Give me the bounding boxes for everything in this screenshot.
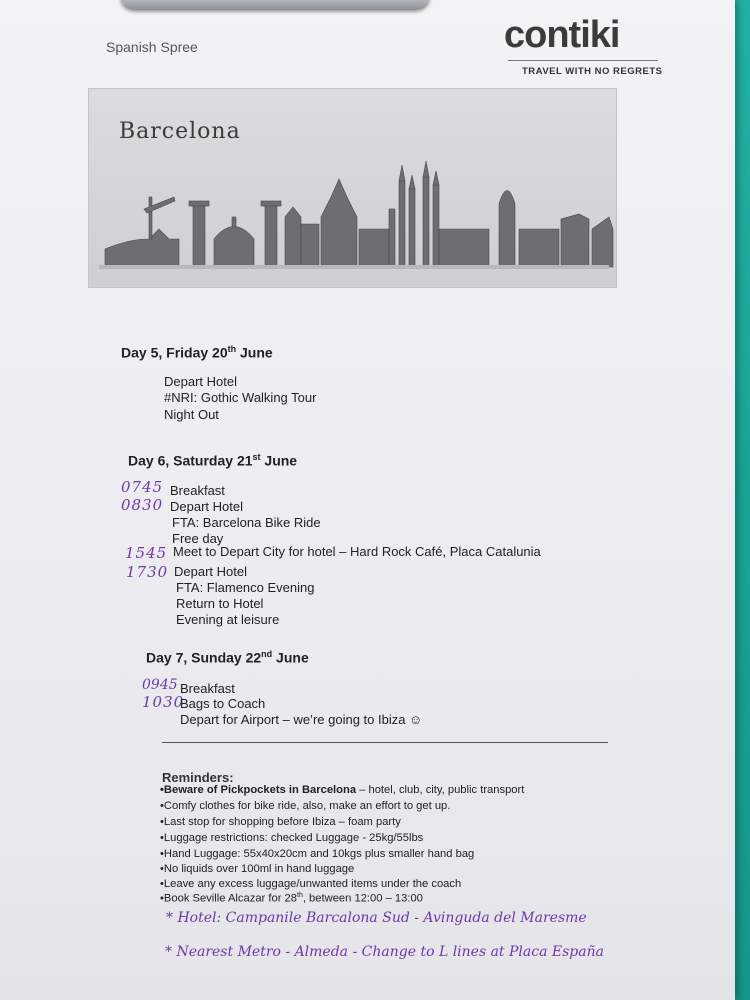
handwritten-time: 1545 [125, 544, 168, 562]
day5-item: Night Out [164, 407, 219, 422]
logo-divider [508, 60, 658, 61]
day7-title: Day 7, Sunday 22 [146, 649, 262, 666]
day6-heading [128, 452, 297, 469]
day6-item: Free day [172, 531, 224, 546]
day6-item: Depart Hotel [170, 499, 243, 514]
day5-title-sup: th [227, 344, 237, 354]
day6-month: June [260, 452, 298, 469]
handwritten-time: 0830 [121, 496, 164, 514]
day6-title-sup: st [252, 452, 261, 462]
reminder-item [160, 784, 524, 796]
day6-item: Depart Hotel [174, 564, 247, 579]
handwritten-time: 1730 [126, 563, 169, 581]
reminder-alcazar-a: •Book Seville Alcazar for 28 [160, 892, 297, 905]
reminder-item: •Hand Luggage: 55x40x20cm and 10kgs plus smaller hand bag [160, 848, 475, 860]
day7-item: Bags to Coach [180, 696, 266, 711]
handwritten-metro-note: * Nearest Metro - Almeda - Change to L lines at Placa España [165, 944, 604, 960]
day6-item: FTA: Barcelona Bike Ride [172, 515, 321, 530]
brand-logo: contiki [504, 14, 620, 56]
clipboard-clip [120, 0, 430, 10]
day6-item: Evening at leisure [176, 612, 280, 627]
day6-item: FTA: Flamenco Evening [176, 580, 315, 595]
day6-title: Day 6, Saturday 21 [128, 452, 253, 469]
reminder-item: •No liquids over 100ml in hand luggage [160, 863, 355, 875]
day5-heading [121, 344, 273, 361]
reminder-pickpocket-bold: •Beware of Pickpockets in Barcelona [160, 784, 357, 796]
reminder-item: •Last stop for shopping before Ibiza – foam party [160, 816, 401, 828]
day6-item: Return to Hotel [176, 596, 264, 611]
banner-city-name: Barcelona [119, 119, 241, 144]
reminders-title: Reminders: [162, 770, 234, 785]
reminder-item: •Leave any excess luggage/unwanted items under the coach [160, 878, 462, 890]
day6-item: Breakfast [170, 483, 225, 498]
reminder-item: •Luggage restrictions: checked Luggage - 25kg/55lbs [160, 832, 424, 844]
reminder-item: •Comfy clothes for bike ride, also, make an effort to get up. [160, 800, 451, 812]
city-banner [88, 88, 617, 288]
brand-tagline: TRAVEL WITH NO REGRETS [522, 66, 663, 77]
day7-month: June [272, 649, 309, 666]
day5-item: Depart Hotel [164, 374, 237, 389]
day5-item: #NRI: Gothic Walking Tour [164, 390, 317, 405]
day7-title-sup: nd [261, 649, 273, 659]
day7-item: Breakfast [180, 681, 235, 696]
handwritten-time: 0945 [142, 677, 178, 693]
handwritten-hotel-note: * Hotel: Campanile Barcalona Sud - Avinguda del Maresme [166, 910, 587, 926]
trip-name: Spanish Spree [106, 39, 198, 55]
section-divider [162, 742, 608, 743]
reminder-alcazar-sup: th [297, 892, 303, 899]
reminder-pickpocket-rest: – hotel, club, city, public transport [356, 784, 525, 796]
handwritten-time: 0745 [121, 478, 164, 496]
skyline-illustration [89, 89, 616, 287]
day6-item: Meet to Depart City for hotel – Hard Rock Café, Placa Catalunia [173, 544, 541, 559]
reminder-alcazar-b: , between 12:00 – 13:00 [302, 892, 423, 905]
handwritten-time: 1030 [142, 693, 185, 711]
day5-month: June [236, 344, 273, 361]
day5-title: Day 5, Friday 20 [121, 344, 228, 361]
day7-item: Depart for Airport – we’re going to Ibiza ☺ [180, 712, 423, 727]
day7-heading [146, 649, 309, 666]
reminder-item [160, 892, 423, 905]
